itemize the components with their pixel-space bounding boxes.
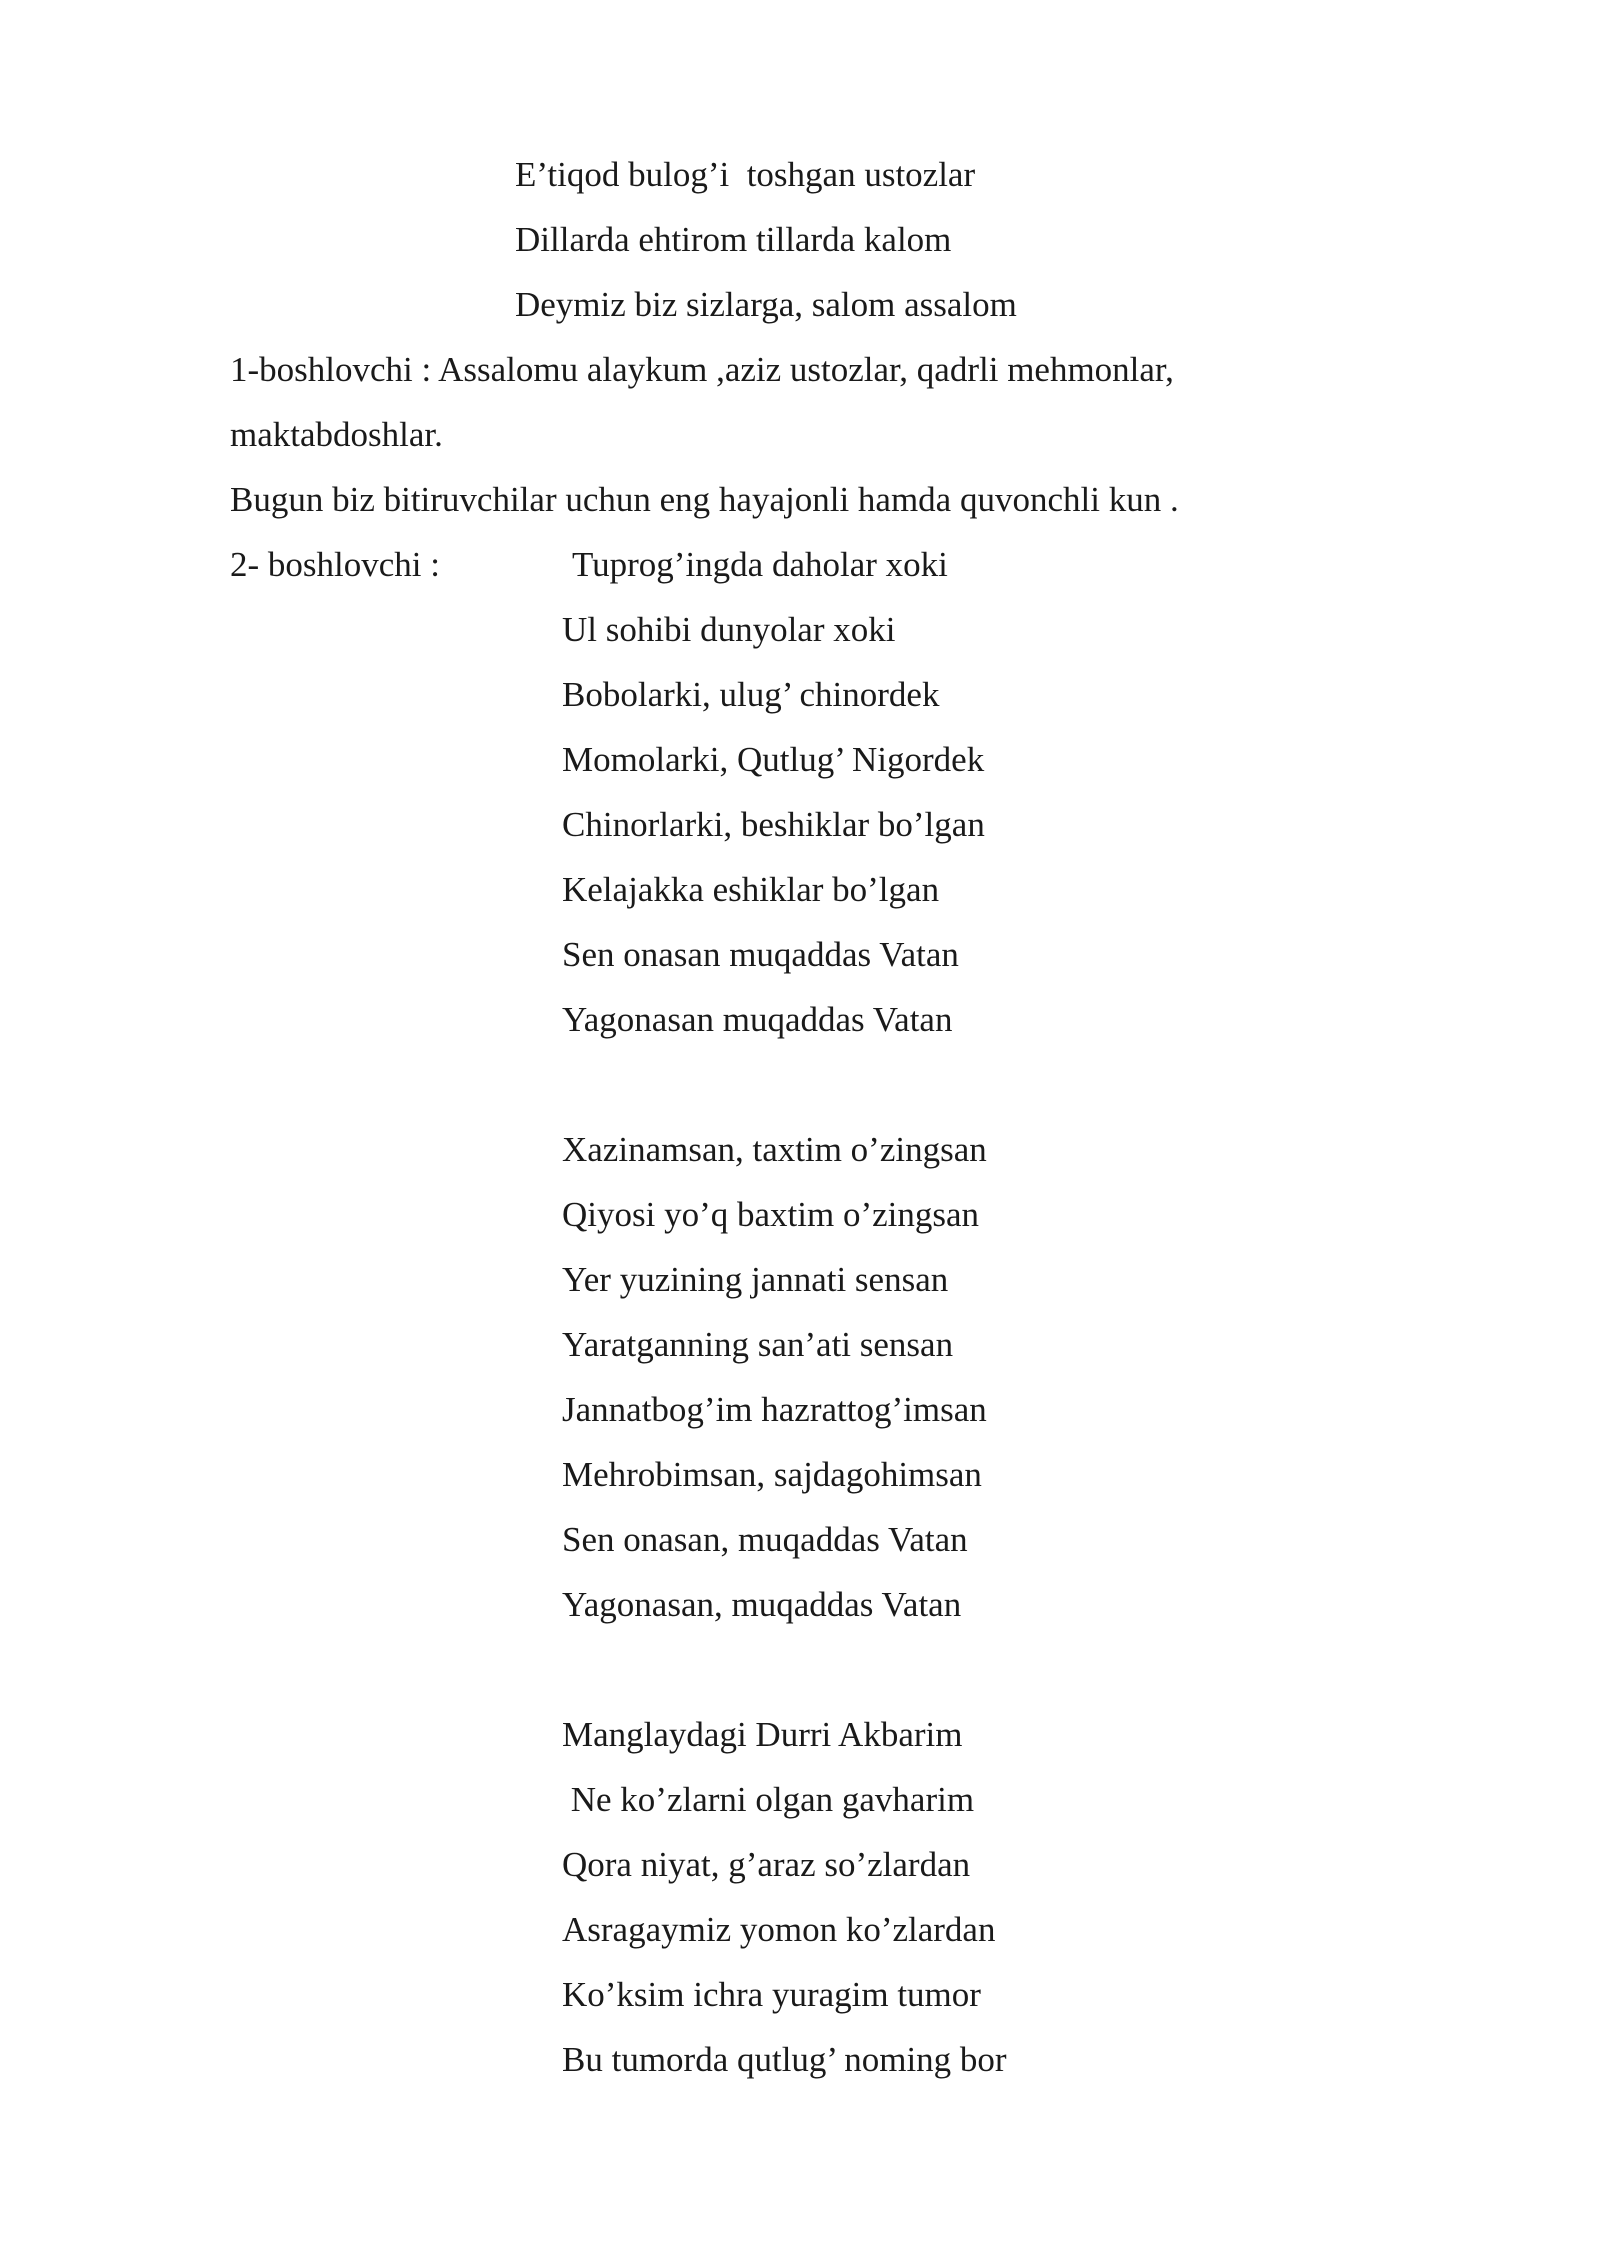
host1-line-3: Bugun biz bitiruvchilar uchun eng hayajonli hamda quvonchli kun .: [230, 480, 1179, 519]
stanza1-line-6: Kelajakka eshiklar bo’lgan: [562, 870, 940, 909]
stanza1-line-1: Tuprog’ingda daholar xoki: [572, 545, 948, 584]
stanza2-line-4: Yaratganning san’ati sensan: [562, 1325, 954, 1364]
stanza3-line-5: Ko’ksim ichra yuragim tumor: [562, 1975, 981, 2014]
stanza2-line-1: Xazinamsan, taxtim o’zingsan: [562, 1130, 987, 1169]
host1-line-1: [230, 348, 1174, 392]
stanza1-line-7: Sen onasan muqaddas Vatan: [562, 935, 959, 974]
stanza2-line-8: Yagonasan, muqaddas Vatan: [562, 1585, 962, 1624]
stanza1-line-4: Momolarki, Qutlug’ Nigordek: [562, 740, 985, 779]
stanza2-line-2: Qiyosi yo’q baxtim o’zingsan: [562, 1195, 980, 1234]
stanza2-line-5: Jannatbog’im hazrattog’imsan: [562, 1390, 987, 1429]
host1-line-2: maktabdoshlar.: [230, 415, 443, 454]
stanza3-line-3: Qora niyat, g’araz so’zlardan: [562, 1845, 971, 1884]
host1-label: 1-boshlovchi :: [230, 350, 432, 389]
stanza1-line-3: Bobolarki, ulug’ chinordek: [562, 675, 940, 714]
host1-greeting: Assalomu alaykum ,aziz ustozlar, qadrli mehmonlar,: [438, 350, 1174, 389]
stanza2-line-3: Yer yuzining jannati sensan: [562, 1260, 949, 1299]
opening-verse-line-1: E’tiqod bulog’i toshgan ustozlar: [515, 155, 976, 194]
stanza2-line-7: Sen onasan, muqaddas Vatan: [562, 1520, 968, 1559]
stanza3-line-2: Ne ko’zlarni olgan gavharim: [562, 1780, 975, 1819]
stanza3-line-6: Bu tumorda qutlug’ noming bor: [562, 2040, 1007, 2079]
stanza3-line-1: Manglaydagi Durri Akbarim: [562, 1715, 963, 1754]
stanza2-line-6: Mehrobimsan, sajdagohimsan: [562, 1455, 982, 1494]
opening-verse-line-3: Deymiz biz sizlarga, salom assalom: [515, 285, 1017, 324]
stanza3-line-4: Asragaymiz yomon ko’zlardan: [562, 1910, 996, 1949]
stanza1-line-5: Chinorlarki, beshiklar bo’lgan: [562, 805, 985, 844]
stanza1-line-2: Ul sohibi dunyolar xoki: [562, 610, 896, 649]
stanza1-line-8: Yagonasan muqaddas Vatan: [562, 1000, 953, 1039]
host2-label: 2- boshlovchi :: [230, 545, 440, 584]
opening-verse-line-2: Dillarda ehtirom tillarda kalom: [515, 220, 952, 259]
